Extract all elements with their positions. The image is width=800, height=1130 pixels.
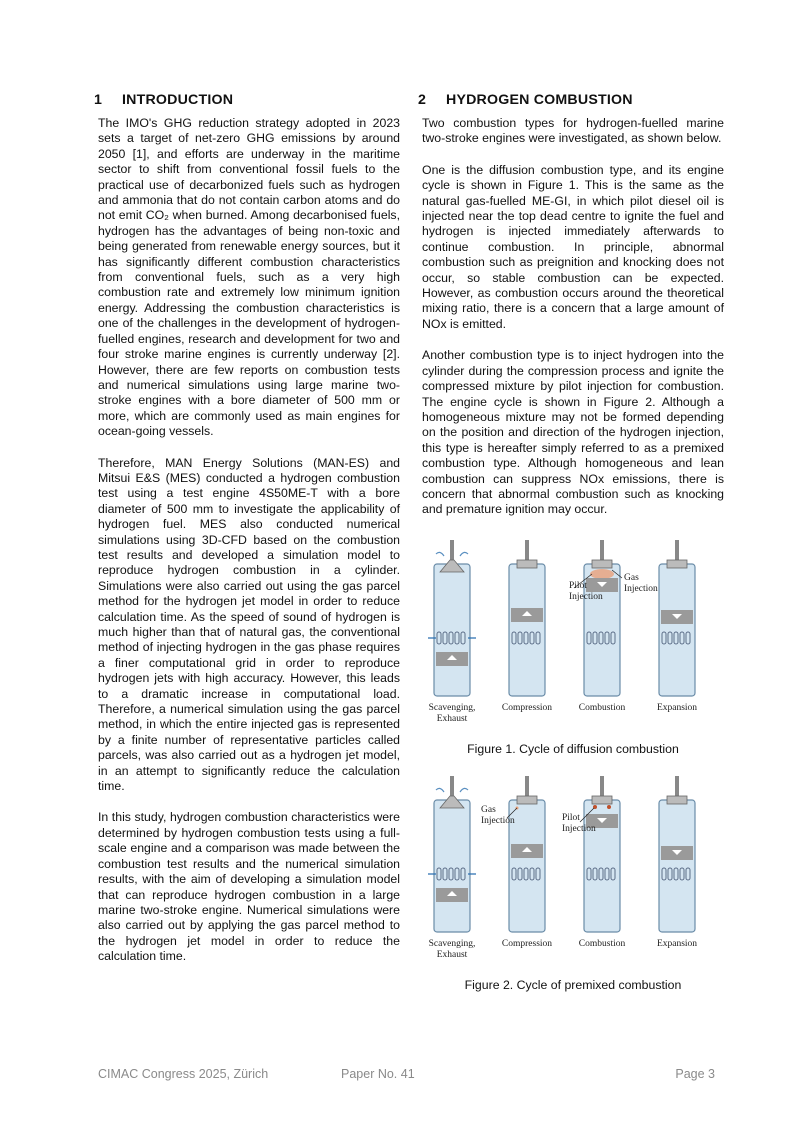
stage-label-compression: Compression bbox=[501, 938, 553, 949]
cylinder-compression bbox=[509, 540, 545, 696]
figure-caption: Figure 1. Cycle of diffusion combustion bbox=[467, 741, 679, 756]
section-number: 2 bbox=[418, 92, 427, 108]
gas-injection-label-2: Injection bbox=[624, 583, 658, 594]
gas-injection-label-1: Gas bbox=[624, 572, 639, 583]
exhaust-valve bbox=[667, 796, 687, 804]
cylinder-body bbox=[659, 564, 695, 696]
paragraph: In this study, hydrogen combustion characteristics were determined by hydrogen combustion tests using a full-scale engine and a comparison was made between the combustion test results and the numerical simulation results, with the aim of developing a simulation model that can reproduce hydrogen combustion in a large marine two-stroke engine. Numerical simulations were also carried out by applying the gas parcel method to the hydrogen jet model in order to reduce the calculation time. bbox=[98, 810, 400, 964]
stage-label-scavenging-2: Exhaust bbox=[436, 949, 468, 960]
exhaust-valve-stem bbox=[450, 540, 454, 560]
section-heading-hydrogen-combustion bbox=[418, 92, 724, 108]
pilot-injection-label-1: Pilot bbox=[562, 812, 580, 823]
paragraph: Two combustion types for hydrogen-fuelled marine two-stroke engines were investigated, as shown below. bbox=[422, 116, 724, 146]
exhaust-valve bbox=[517, 560, 537, 568]
exhaust-valve bbox=[592, 560, 612, 568]
section-number: 1 bbox=[94, 92, 103, 108]
stage-label-scavenging-2: Exhaust bbox=[436, 713, 468, 724]
diffusion-cycle-diagram bbox=[422, 534, 724, 726]
cylinder-scavenging bbox=[428, 776, 476, 932]
cylinder-body bbox=[659, 800, 695, 932]
section-title: INTRODUCTION bbox=[122, 92, 234, 108]
exhaust-valve-stem bbox=[525, 776, 529, 798]
stage-label-combustion: Combustion bbox=[578, 702, 626, 713]
exhaust-valve bbox=[517, 796, 537, 804]
exhaust-valve-stem bbox=[675, 540, 679, 562]
exhaust-valve-stem bbox=[525, 540, 529, 562]
paragraph: Therefore, MAN Energy Solutions (MAN-ES) and Mitsui E&S (MES) conducted a hydrogen combustion test using a test engine 4S50ME-T with a bore diameter of 500 mm to investigate the applicability of hydrogen fuel. MES also conducted numerical simulations using 3D-CFD based on the combustion test results and developed a simulation model to reproduce hydrogen combustion in a cylinder. Simulations were also carried out using the gas parcel method for the hydrogen jet model in order to reduce calculation time. As the speed of sound of hydrogen is much higher than that of natural gas, the conventional method of injecting hydrogen in the gas phase requires a finer computational grid in order to reproduce hydrogen jets with high accuracy. However, this leads to a dramatic increase in computational load. Therefore, a numerical simulation using the gas parcel method, in which the entire injected gas is represented by a finite number of representative particles called parcels, was also carried out as a hydrogen jet model, in an attempt to significantly reduce the calculation time. bbox=[98, 455, 400, 794]
gas-injection-label-1: Gas bbox=[481, 804, 496, 815]
stage-label-compression: Compression bbox=[501, 702, 553, 713]
exhaust-valve bbox=[667, 560, 687, 568]
stage-label-scavenging-1: Scavenging, bbox=[428, 702, 476, 713]
pilot-flame bbox=[607, 805, 611, 809]
exhaust-valve bbox=[592, 796, 612, 804]
section-heading-introduction bbox=[94, 92, 400, 108]
flame bbox=[590, 569, 614, 579]
figure-caption: Figure 2. Cycle of premixed combustion bbox=[464, 977, 682, 992]
cylinder-expansion bbox=[659, 540, 695, 696]
footer-congress: CIMAC Congress 2025, Zürich bbox=[98, 1067, 269, 1081]
cylinder-expansion bbox=[659, 776, 695, 932]
left-column bbox=[94, 92, 400, 981]
exhaust-valve-stem bbox=[675, 776, 679, 798]
exhaust-valve-stem bbox=[600, 540, 604, 562]
section-title: HYDROGEN COMBUSTION bbox=[446, 92, 633, 108]
cylinder-combustion bbox=[562, 776, 620, 932]
footer-page-number: Page 3 bbox=[675, 1067, 715, 1081]
footer-paper-number: Paper No. 41 bbox=[341, 1067, 415, 1081]
cylinder-body bbox=[434, 800, 470, 932]
pilot-injection-label-2: Injection bbox=[562, 823, 596, 834]
paragraph: The IMO's GHG reduction strategy adopted in 2023 sets a target of net-zero GHG emissions by around 2050 [1], and efforts are underway in the maritime sector to shift from conventional fossil fuels to the practical use of decarbonized fuels such as hydrogen and ammonia that do not contain carbon atoms and do not emit CO₂ when burned. Among decarbonised fuels, hydrogen has the advantages of being non-toxic and being generated from renewable energy sources, but it has significantly different combustion characteristics from conventional fuels, such as a very high combustion rate and extremely low minimum ignition energy. Addressing the combustion characteristics is one of the challenges in the development of hydrogen-fuelled engines, research and development for two and four stroke marine engines is currently underway [2]. However, there are few reports on combustion tests and numerical simulations using large marine two-stroke engines with a bore diameter of 500 mm or more, which are commonly used as main engines for ocean-going vessels. bbox=[98, 116, 400, 439]
figure-diffusion-combustion bbox=[422, 534, 724, 756]
gas-injection-label-2: Injection bbox=[481, 815, 515, 826]
figure-premixed-combustion bbox=[422, 770, 724, 992]
stage-label-scavenging-1: Scavenging, bbox=[428, 938, 476, 949]
premixed-cycle-diagram bbox=[422, 770, 724, 962]
stage-label-expansion: Expansion bbox=[656, 702, 698, 713]
cylinder-combustion bbox=[569, 540, 658, 696]
cylinder-body bbox=[509, 564, 545, 696]
cylinder-compression bbox=[481, 776, 545, 932]
cylinder-body bbox=[434, 564, 470, 696]
exhaust-valve-stem bbox=[450, 776, 454, 796]
pilot-injection-label-2: Injection bbox=[569, 591, 603, 602]
paragraph: Another combustion type is to inject hydrogen into the cylinder during the compression process and ignite the compressed mixture by pilot injection for combustion. The engine cycle is shown in Figure 2. Although a homogeneous mixture may not be formed depending on the position and direction of the hydrogen injection, this type is hereafter simply referred to as a premixed combustion type. Although homogeneous and lean combustion can suppress NOx emissions, there is concern that abnormal combustion such as knocking and premature ignition may occur. bbox=[422, 348, 724, 517]
right-column bbox=[418, 92, 724, 992]
cylinder-scavenging bbox=[428, 540, 476, 696]
pilot-injection-label-1: Pilot bbox=[569, 580, 587, 591]
paragraph: One is the diffusion combustion type, and its engine cycle is shown in Figure 1. This is the same as the natural gas-fuelled ME-GI, in which pilot diesel oil is injected near the top dead centre to ignite the fuel and hydrogen is injected immediately afterwards to continue combustion. In principle, abnormal combustion such as preignition and knocking does not occur, so stable combustion can be expected. However, as combustion occurs around the theoretical mixing ratio, there is a concern that a large amount of NOx is emitted. bbox=[422, 162, 724, 331]
stage-label-combustion: Combustion bbox=[578, 938, 626, 949]
exhaust-valve-stem bbox=[600, 776, 604, 798]
stage-label-expansion: Expansion bbox=[656, 938, 698, 949]
